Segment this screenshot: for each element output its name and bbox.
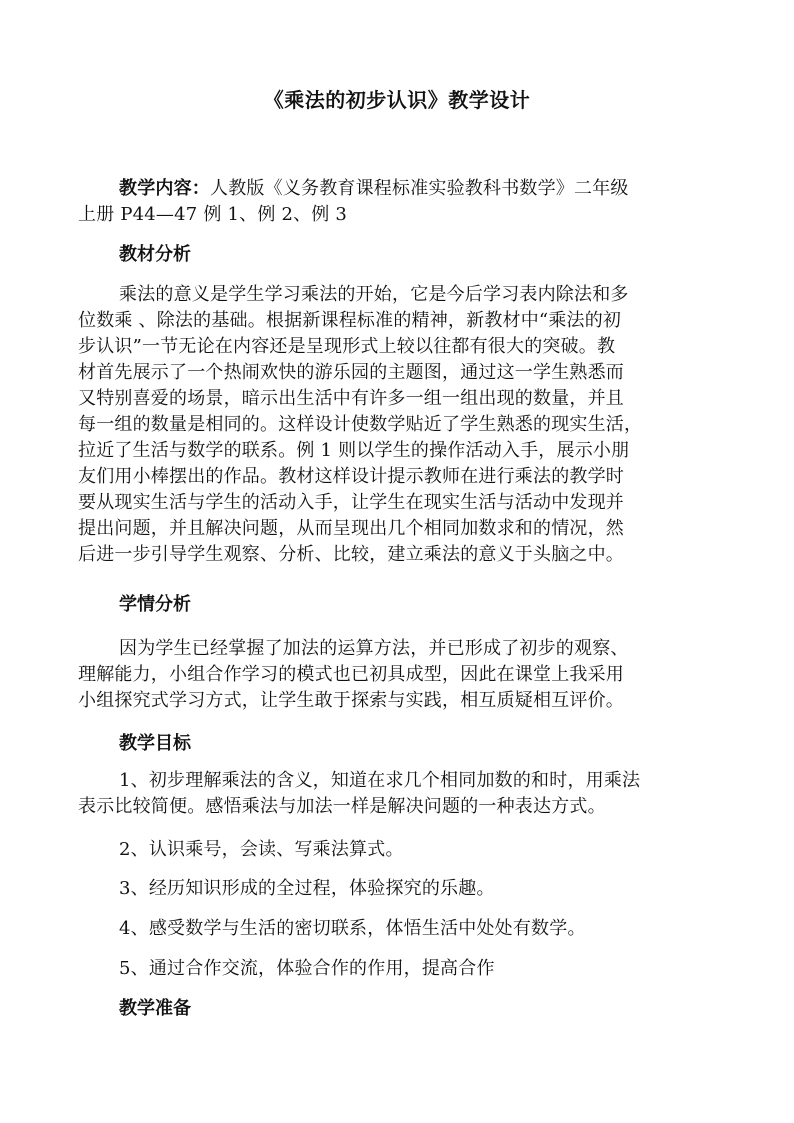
- material-analysis-line: 要从现实生活与学生的活动入手，让学生在现实生活与活动中发现并: [78, 492, 624, 513]
- material-analysis-line: 每一组的数量是相同的。这样设计使数学贴近了学生熟悉的现实生活，: [78, 414, 643, 435]
- material-analysis-line: 材首先展示了一个热闹欢快的游乐园的主题图，通过这一学生熟悉而: [78, 362, 624, 383]
- learner-analysis-line: 理解能力，小组合作学习的模式也已初具成型，因此在课堂上我采用: [78, 664, 624, 685]
- material-analysis-heading: 教材分析: [119, 244, 191, 265]
- objective-item-1-line-2: 表示比较简便。感悟乘法与加法一样是解决问题的一种表达方式。: [78, 796, 606, 817]
- document-title: 《乘法的初步认识》教学设计: [263, 88, 531, 112]
- objective-item-1-line-1: 1、初步理解乘法的含义，知道在求几个相同加数的和时，用乘法: [119, 770, 641, 791]
- objective-item-2-text: 2、认识乘号，会读、写乘法算式。: [119, 839, 404, 860]
- teaching-content-label: 教学内容：: [119, 178, 210, 199]
- material-analysis-line: 位数乘 、除法的基础。根据新课程标准的精神，新教材中“乘法的初: [78, 310, 622, 331]
- material-analysis-line: 乘法的意义是学生学习乘法的开始，它是今后学习表内除法和多: [119, 284, 629, 305]
- objective-item-3-text: 3、经历知识形成的全过程，体验探究的乐趣。: [119, 878, 495, 899]
- material-analysis-line: 拉近了生活与数学的联系。例 1 则以学生的操作活动入手，展示小朋: [78, 440, 630, 461]
- learner-analysis-line: 因为学生已经掌握了加法的运算方法，并已形成了初步的观察、: [119, 638, 629, 659]
- teaching-content-line-2: 上册 P44—47 例 1、例 2、例 3: [78, 204, 348, 225]
- material-analysis-line: 友们用小棒摆出的作品。教材这样设计提示教师在进行乘法的教学时: [78, 466, 624, 487]
- objective-item-5: [78, 956, 728, 982]
- objective-item-4-text: 4、感受数学与生活的密切联系，体悟生活中处处有数学。: [119, 918, 586, 939]
- learner-analysis-paragraph: [78, 636, 728, 714]
- objective-item-5-text: 5、通过合作交流，体验合作的作用，提高合作: [119, 958, 495, 979]
- material-analysis-line: 提出问题，并且解决问题，从而呈现出几个相同加数求和的情况，然: [78, 518, 624, 539]
- teaching-content-text: 人教版《义务教育课程标准实验教科书数学》二年级: [210, 178, 629, 199]
- objective-item-4: [78, 916, 728, 942]
- teaching-content-section: [78, 176, 728, 228]
- objective-item-2: [78, 837, 728, 863]
- preparation-heading: 教学准备: [119, 998, 191, 1019]
- objective-item-3: [78, 876, 728, 902]
- material-analysis-paragraph: [78, 282, 728, 568]
- learner-analysis-line: 小组探究式学习方式，让学生敢于探索与实践，相互质疑相互评价。: [78, 690, 624, 711]
- material-analysis-line: 又特别喜爱的场景，暗示出生活中有许多一组一组出现的数量，并且: [78, 388, 624, 409]
- learner-analysis-heading: 学情分析: [119, 594, 191, 615]
- objectives-heading: 教学目标: [119, 733, 191, 754]
- material-analysis-line: 后进一步引导学生观察、分析、比较，建立乘法的意义于头脑之中。: [78, 544, 624, 565]
- material-analysis-line: 步认识”一节无论在内容还是呈现形式上较以往都有很大的突破。教: [78, 336, 616, 357]
- teaching-content-line-1: [78, 176, 728, 202]
- objective-item-1: [78, 768, 728, 820]
